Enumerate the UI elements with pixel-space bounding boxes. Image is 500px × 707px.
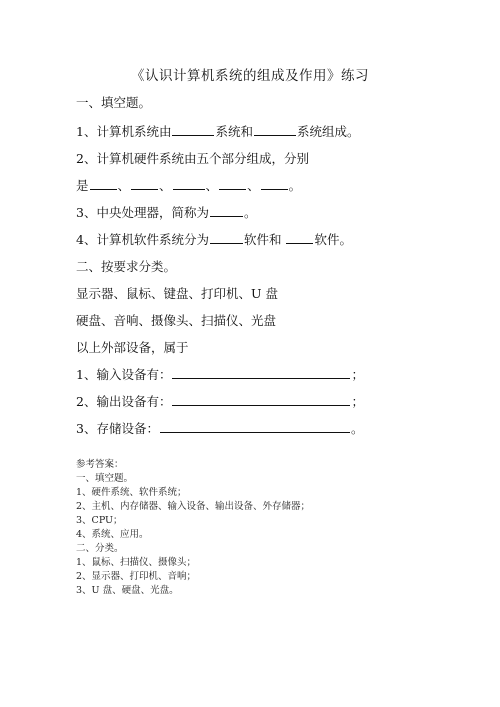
output-devices-label: 2、输出设备有： — [76, 394, 172, 409]
answer-blank[interactable] — [261, 176, 288, 190]
answer-line: 1、硬件系统、软件系统； — [76, 487, 187, 498]
separator: 、 — [247, 178, 260, 193]
separator: 、 — [159, 178, 172, 193]
question-2-end: 。 — [288, 178, 302, 193]
classification-note: 以上外部设备，属于 — [76, 340, 189, 355]
answer-line: 二、分类。 — [76, 543, 124, 554]
question-3-text-b: 。 — [243, 205, 257, 220]
answer-line: 2、主机、内存储器、输入设备、输出设备、外存储器； — [76, 501, 311, 512]
question-3-text-a: 3、中央处理器，简称为 — [76, 205, 209, 220]
output-devices-end: ； — [351, 394, 364, 409]
input-devices-end: ； — [351, 367, 364, 382]
page-title: 《认识计算机系统的组成及作用》练习 — [131, 68, 369, 84]
answer-line: 一、填空题。 — [76, 473, 134, 484]
question-4-text-a: 4、计算机软件系统分为 — [76, 232, 209, 247]
answer-line: 3、U 盘、硬盘、光盘。 — [76, 585, 179, 596]
answer-line: 4、系统、应用。 — [76, 529, 149, 540]
section-1-heading: 一、填空题。 — [76, 95, 152, 110]
answer-blank[interactable] — [210, 230, 243, 244]
output-devices-row — [76, 392, 364, 410]
input-devices-label: 1、输入设备有： — [76, 367, 172, 382]
answer-line: 1、鼠标、扫描仪、摄像头； — [76, 557, 197, 568]
question-2-line-2 — [76, 176, 301, 194]
answer-blank[interactable] — [210, 203, 243, 217]
storage-devices-row — [76, 419, 363, 437]
answer-line: 3、CPU； — [76, 515, 123, 526]
storage-devices-blank[interactable] — [160, 419, 350, 433]
answer-line: 2、显示器、打印机、音响； — [76, 571, 197, 582]
answers-heading: 参考答案： — [76, 459, 124, 470]
separator: 、 — [117, 178, 131, 193]
answer-blank[interactable] — [254, 122, 296, 136]
section-2-heading: 二、按要求分类。 — [76, 259, 177, 274]
question-2-start: 是 — [76, 178, 89, 193]
separator: 、 — [205, 178, 219, 193]
question-4 — [76, 230, 352, 248]
question-1-text-c: 系统组成。 — [296, 124, 360, 139]
device-list-2: 硬盘、音响、摄像头、扫描仪、光盘 — [76, 313, 277, 328]
input-devices-row — [76, 365, 364, 383]
storage-devices-label: 3、存储设备： — [76, 421, 159, 436]
question-1 — [76, 122, 360, 140]
question-4-text-b: 软件和 — [243, 232, 282, 247]
storage-devices-end: 。 — [350, 421, 364, 436]
answer-blank[interactable] — [219, 176, 246, 190]
device-list-1: 显示器、鼠标、键盘、打印机、U 盘 — [76, 286, 279, 301]
answer-blank[interactable] — [131, 176, 158, 190]
output-devices-blank[interactable] — [172, 392, 350, 406]
question-1-text-a: 1、计算机系统由 — [76, 124, 172, 139]
answer-blank[interactable] — [286, 230, 313, 244]
input-devices-blank[interactable] — [172, 365, 350, 379]
answer-blank[interactable] — [172, 122, 214, 136]
question-3 — [76, 203, 256, 221]
question-2-line-1: 2、计算机硬件系统由五个部分组成，分别 — [76, 151, 309, 166]
answer-blank[interactable] — [173, 176, 205, 190]
question-1-text-b: 系统和 — [215, 124, 253, 139]
question-4-text-c: 软件。 — [314, 232, 352, 247]
answer-blank[interactable] — [90, 176, 117, 190]
